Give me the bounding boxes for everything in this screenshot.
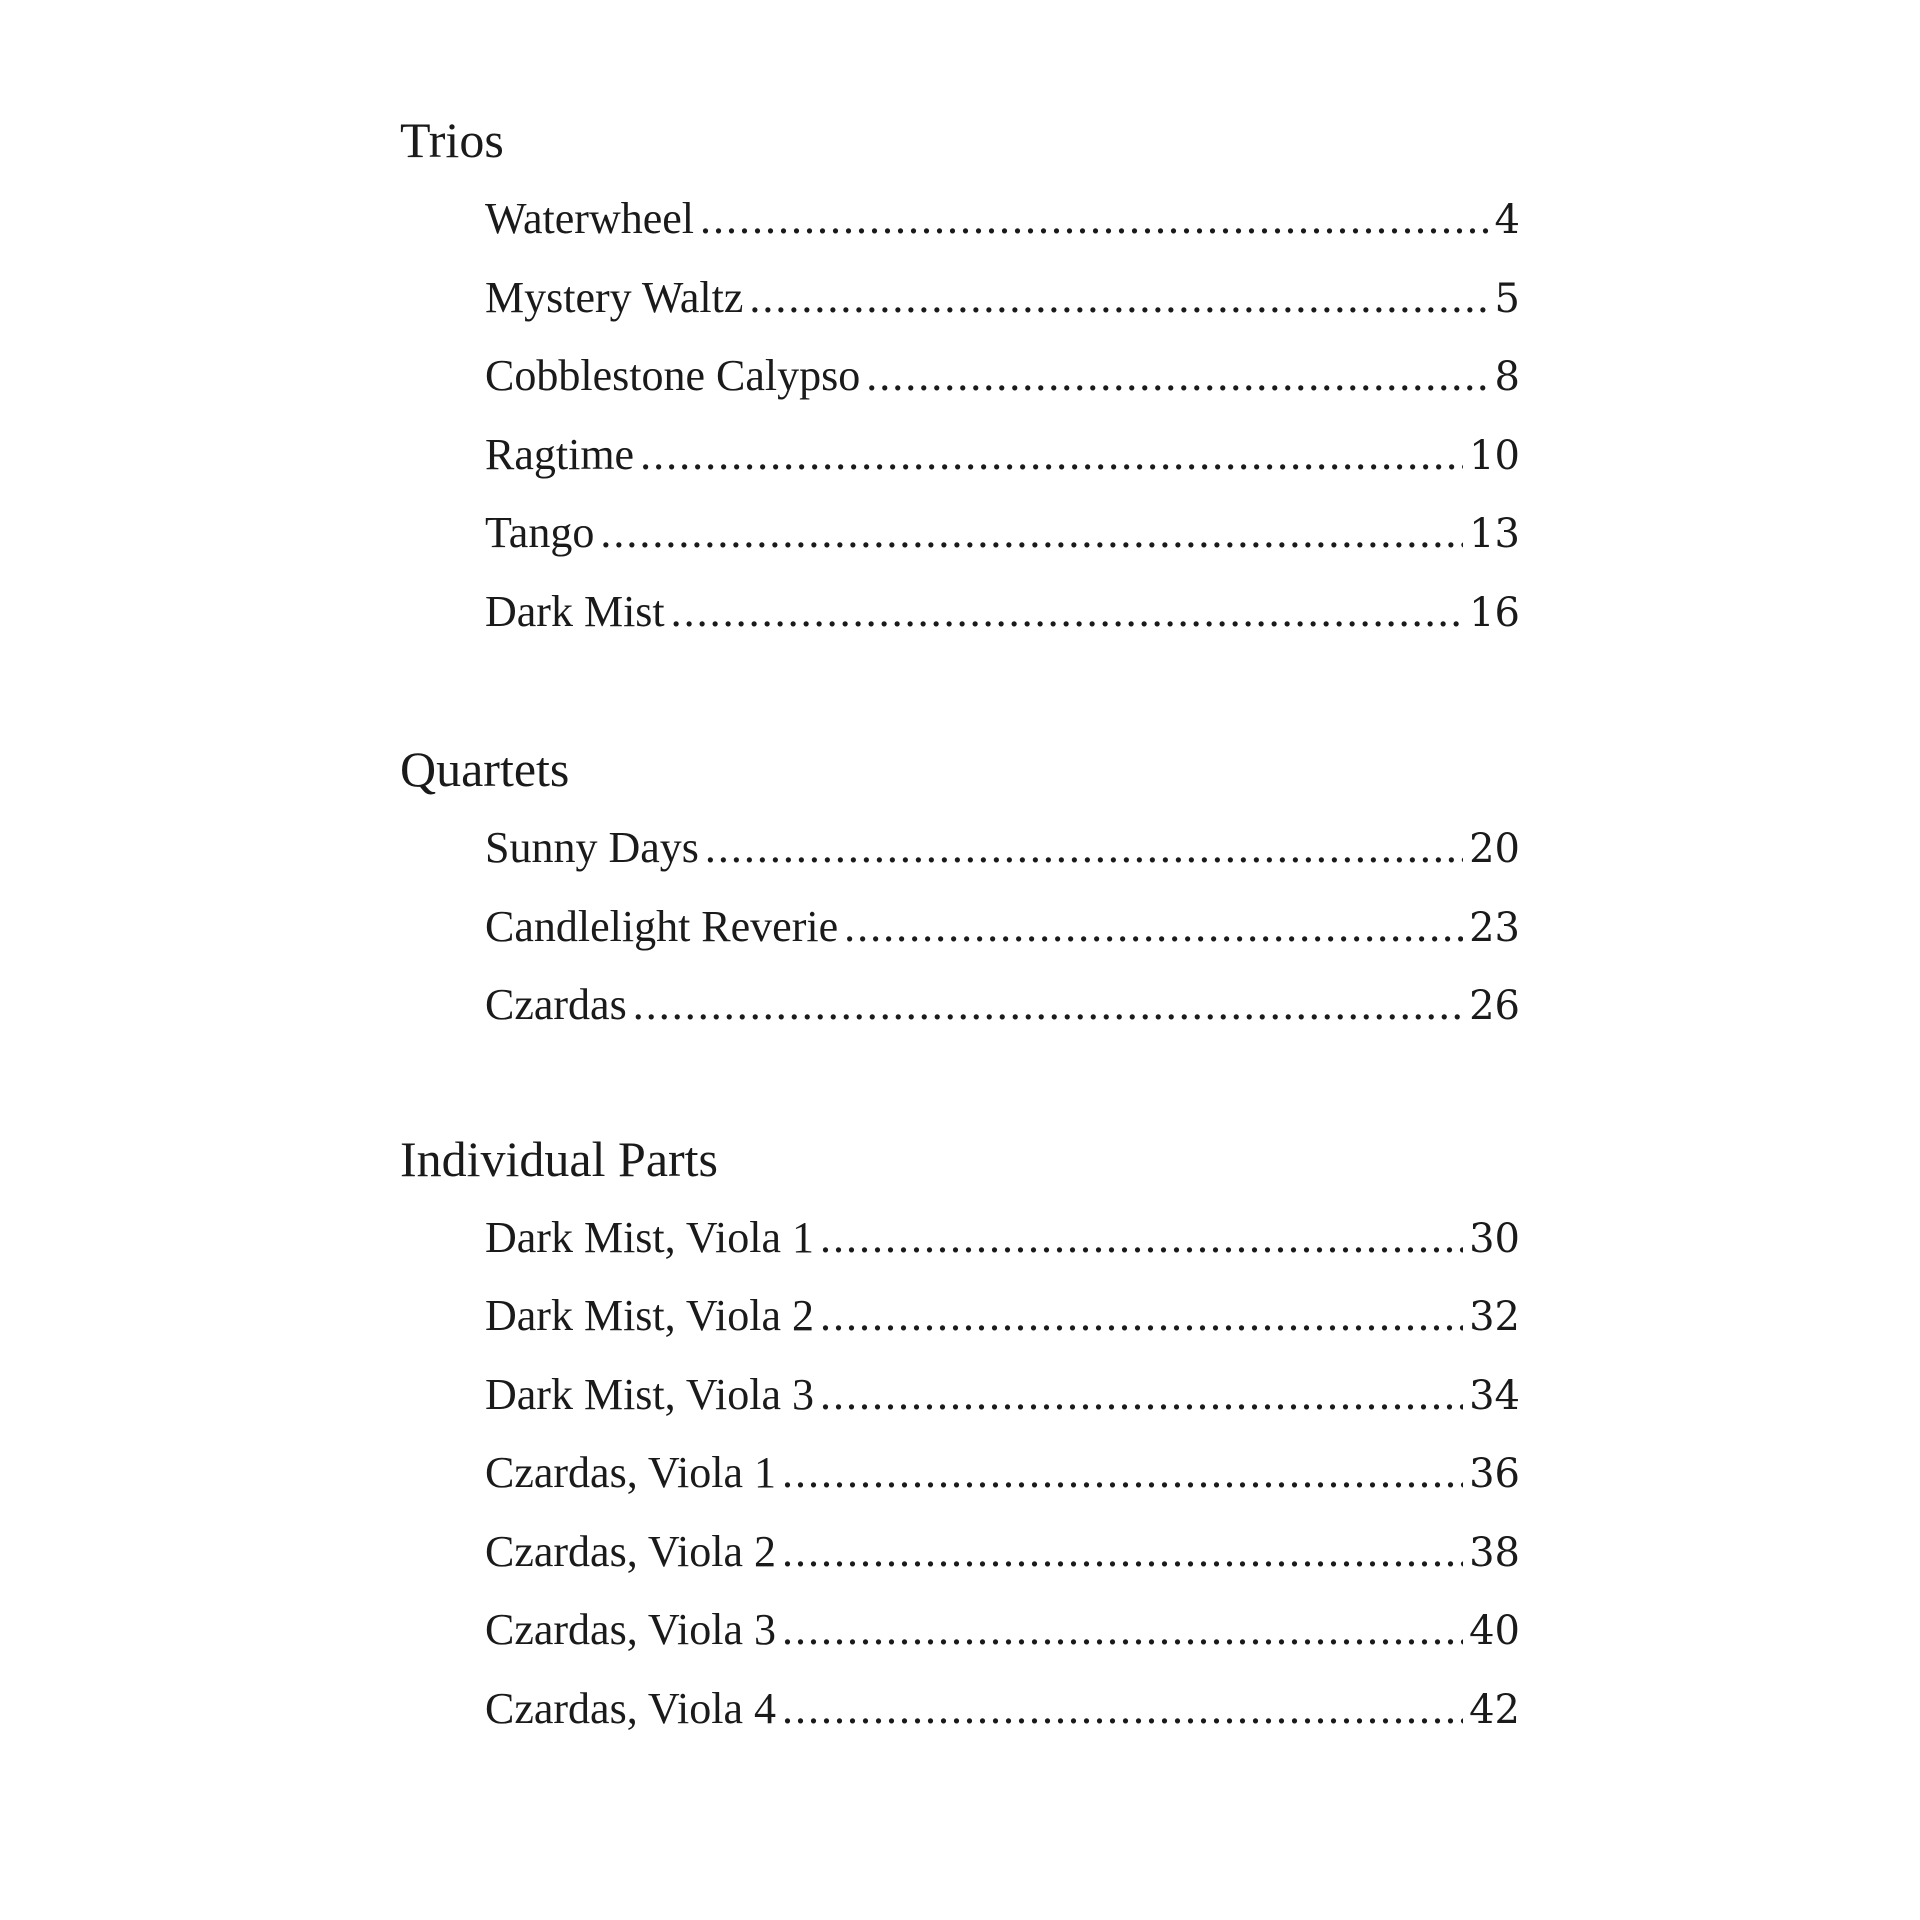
toc-entry	[485, 1356, 1520, 1435]
toc-entry	[485, 259, 1520, 338]
toc-entry	[485, 1199, 1520, 1278]
section-individual-parts	[400, 1119, 1520, 1749]
section-spacer	[400, 1045, 1520, 1119]
toc-entry	[485, 573, 1520, 652]
entry-page-number: 23	[1469, 904, 1520, 951]
dot-leader	[782, 1434, 1463, 1513]
entry-title: Waterwheel	[485, 194, 694, 243]
entry-page-number: 30	[1469, 1215, 1520, 1262]
dot-leader	[640, 416, 1463, 495]
toc-entry	[485, 888, 1520, 967]
toc-entry	[485, 1277, 1520, 1356]
entry-page-number: 34	[1469, 1372, 1520, 1419]
entry-page-number: 13	[1469, 511, 1520, 557]
entry-page-number: 40	[1469, 1608, 1520, 1654]
entry-page-number: 20	[1469, 826, 1520, 872]
entry-list	[400, 1199, 1520, 1749]
toc-entry	[485, 494, 1520, 573]
dot-leader	[600, 494, 1463, 573]
toc-entry	[485, 416, 1520, 495]
dot-leader	[705, 809, 1463, 888]
toc-entry	[485, 1591, 1520, 1670]
section-title: Trios	[400, 112, 504, 168]
entry-page-number: 38	[1469, 1529, 1520, 1576]
dot-leader	[633, 966, 1463, 1045]
entry-page-number: 8	[1494, 354, 1520, 400]
entry-title: Cobblestone Calypso	[485, 351, 861, 400]
dot-leader	[671, 573, 1463, 652]
entry-title: Candlelight Reverie	[485, 901, 839, 951]
entry-title: Czardas, Viola 2	[485, 1526, 777, 1576]
section-title: Individual Parts	[400, 1130, 719, 1187]
entry-page-number: 5	[1494, 275, 1520, 322]
dot-leader	[820, 1356, 1463, 1435]
toc-entry	[485, 1434, 1520, 1513]
toc-entry	[485, 809, 1520, 888]
entry-title: Dark Mist, Viola 2	[485, 1291, 814, 1340]
entry-page-number: 32	[1469, 1294, 1520, 1340]
section-trios	[400, 100, 1520, 651]
dot-leader	[820, 1277, 1463, 1356]
toc-entry	[485, 180, 1520, 259]
section-spacer	[400, 651, 1520, 729]
dot-leader	[700, 180, 1489, 259]
toc-entry	[485, 966, 1520, 1045]
entry-title: Dark Mist	[485, 586, 665, 636]
dot-leader	[844, 888, 1463, 967]
entry-title: Mystery Waltz	[485, 272, 744, 322]
dot-leader	[782, 1670, 1463, 1749]
entry-page-number: 42	[1469, 1686, 1520, 1733]
dot-leader	[782, 1513, 1463, 1592]
entry-title: Czardas	[485, 980, 627, 1029]
entry-list	[400, 180, 1520, 651]
entry-title: Sunny Days	[485, 823, 699, 872]
entry-title: Tango	[485, 508, 595, 557]
toc-entry	[485, 1670, 1520, 1749]
entry-title: Czardas, Viola 4	[485, 1683, 777, 1733]
table-of-contents	[400, 100, 1520, 1748]
entry-page-number: 10	[1469, 432, 1520, 479]
entry-title: Czardas, Viola 3	[485, 1605, 777, 1654]
section-title: Quartets	[400, 741, 570, 797]
entry-title: Dark Mist, Viola 3	[485, 1369, 814, 1419]
entry-list	[400, 809, 1520, 1045]
section-quartets	[400, 729, 1520, 1045]
entry-title: Czardas, Viola 1	[485, 1448, 777, 1497]
entry-page-number: 36	[1469, 1451, 1520, 1497]
entry-title: Dark Mist, Viola 1	[485, 1212, 814, 1262]
dot-leader	[820, 1199, 1463, 1278]
dot-leader	[749, 259, 1488, 338]
toc-entry	[485, 337, 1520, 416]
entry-page-number: 16	[1469, 589, 1520, 636]
entry-page-number: 26	[1469, 983, 1520, 1029]
dot-leader	[782, 1591, 1463, 1670]
toc-entry	[485, 1513, 1520, 1592]
dot-leader	[866, 337, 1488, 416]
entry-title: Ragtime	[485, 429, 635, 479]
entry-page-number: 4	[1494, 197, 1520, 243]
